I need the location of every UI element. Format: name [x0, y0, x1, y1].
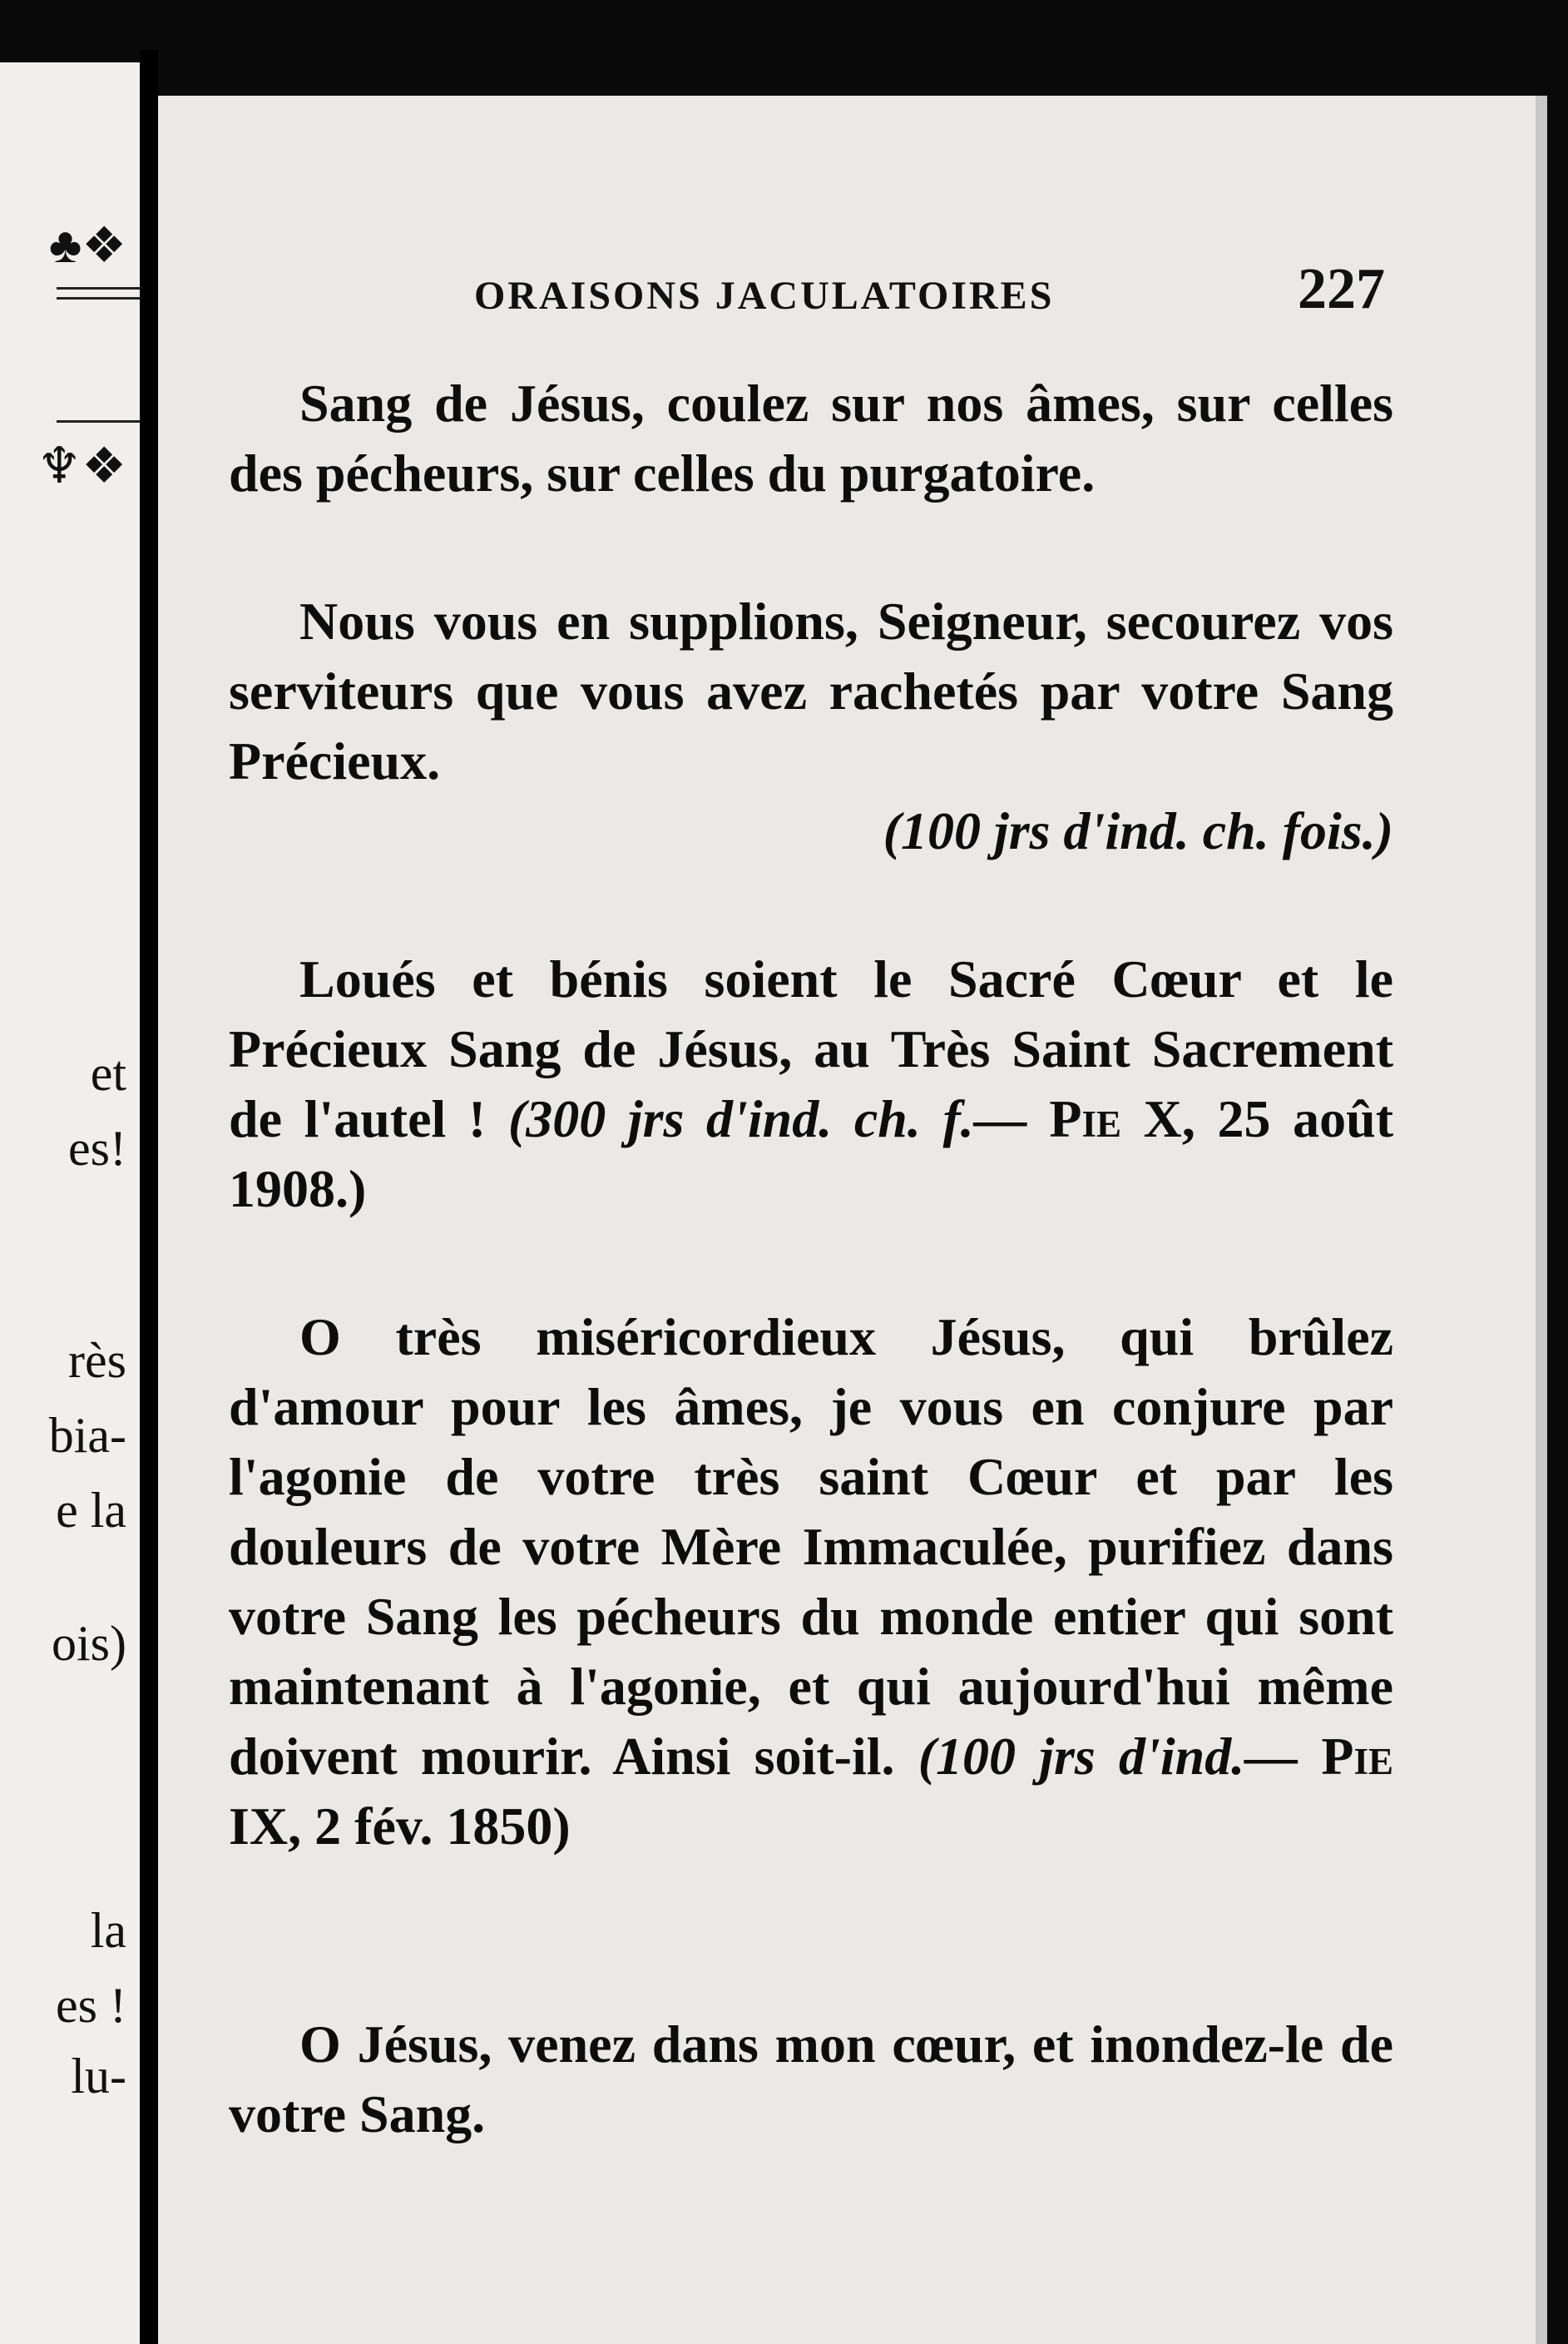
left-fragment: bia-: [48, 1408, 126, 1463]
left-ornament-2: ♆❖: [37, 439, 126, 493]
page-number: 227: [1298, 257, 1385, 321]
left-rule-1: [57, 287, 140, 290]
indulgence-reference: (100 jrs d'ind. ch. fois.): [883, 801, 1393, 860]
paragraph-5: [229, 2009, 1393, 2149]
paragraph-body: [229, 944, 1393, 1224]
left-fragment: es!: [68, 1121, 126, 1176]
left-rule-2: [57, 297, 140, 300]
running-head: ORAISONS JACULATOIRES: [474, 274, 1055, 318]
paragraph-text: Loués et bénis soient le Sacré Cœur et le Précieux Sang de Jésus, au Très Saint Sacrement de l'autel !: [229, 949, 1393, 1148]
left-fragment: rès: [68, 1333, 126, 1388]
left-fragment: la: [90, 1903, 126, 1958]
book-gutter: [140, 50, 158, 2344]
paragraph-3: [229, 944, 1393, 1224]
paragraph-body: [229, 1302, 1393, 1861]
left-page-sliver: [0, 62, 140, 2344]
left-fragment: lu-: [71, 2049, 126, 2104]
paragraph-4: [229, 1302, 1393, 1861]
left-fragment: e la: [56, 1483, 126, 1538]
paragraph-text: O Jésus, venez dans mon cœur, et inondez-le de votre Sang.: [229, 2014, 1393, 2143]
paragraph-2: [229, 587, 1393, 866]
left-ornament-1: ♣❖: [48, 218, 126, 273]
pope-name: Pie: [1321, 1727, 1394, 1786]
paragraph-text: O très miséricordieux Jésus, qui brûlez d'amour pour les âmes, je vous en conjure par l'agonie de votre très saint Cœur et par les douleurs de votre Mère Immaculée, purifiez dans votre Sang les pécheurs du monde entier qui sont maintenant à l'agonie, et qui aujourd'hui même doivent mourir. Ainsi soit-il.: [229, 1307, 1393, 1786]
reference-date: IX, 2 fév. 1850): [229, 1796, 571, 1856]
indulgence-reference: (100 jrs d'ind.—: [918, 1727, 1298, 1786]
paragraph-1: [229, 369, 1393, 508]
paragraph-text: Sang de Jésus, coulez sur nos âmes, sur celles des pécheurs, sur celles du purgatoire.: [229, 374, 1393, 503]
reference-date: X, 25 août 1908.): [229, 1089, 1394, 1218]
left-fragment: ois): [52, 1616, 126, 1671]
indulgence-reference: (300 jrs d'ind. ch. f.—: [507, 1089, 1027, 1148]
left-fragment: es !: [56, 1978, 126, 2033]
left-fragment: et: [90, 1046, 126, 1101]
pope-name: Pie: [1049, 1089, 1122, 1148]
paragraph-text: Nous vous en supplions, Seigneur, secourez vos serviteurs que vous avez rachetés par votre Sang Précieux.: [229, 592, 1393, 790]
right-page: [158, 96, 1547, 2344]
left-rule-3: [57, 420, 140, 423]
page-header: [158, 256, 1547, 331]
